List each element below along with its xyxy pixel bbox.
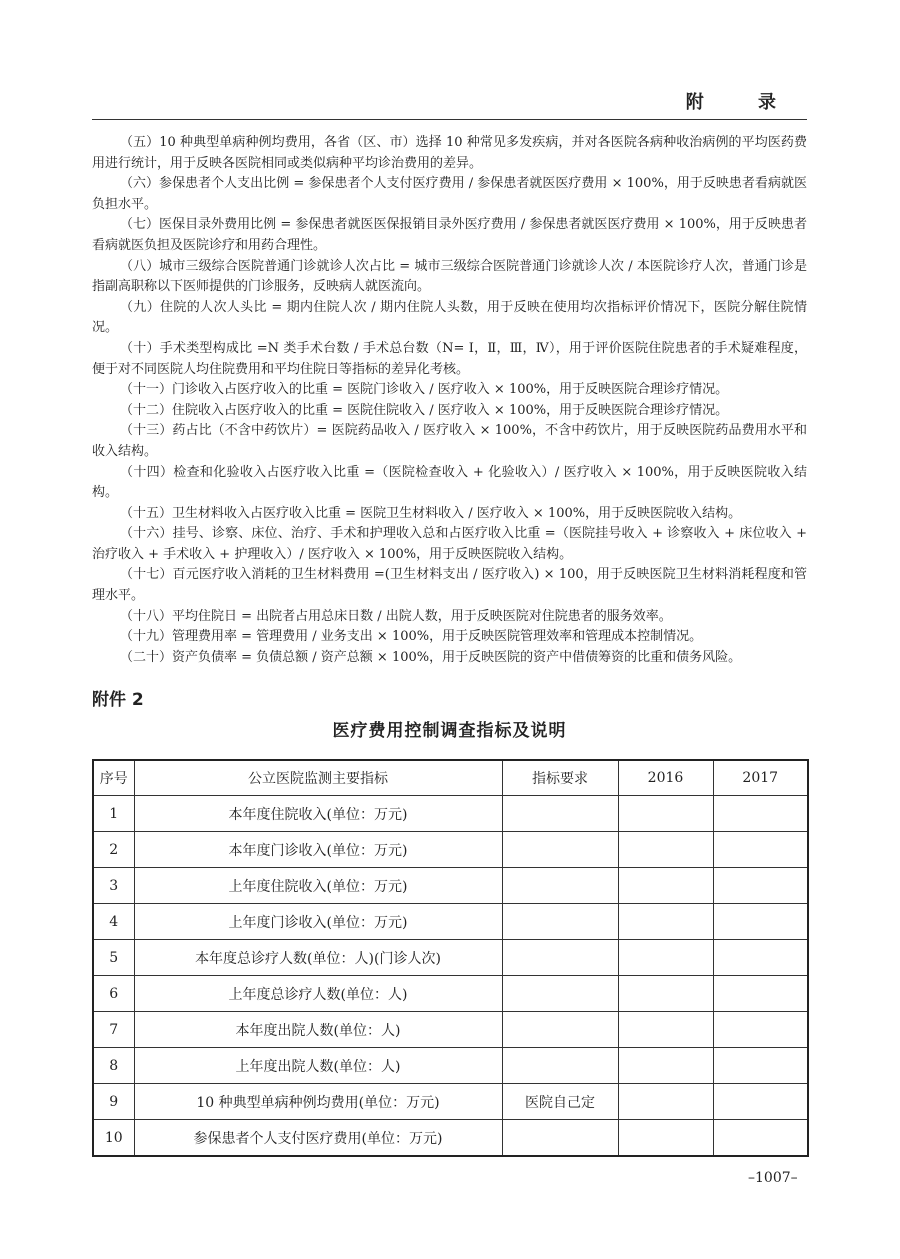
- cell-2017: [713, 904, 808, 940]
- cell-2017: [713, 976, 808, 1012]
- paragraph: （六）参保患者个人支出比例 = 参保患者个人支付医疗费用 / 参保患者就医医疗费用 × 100%，用于反映患者看病就医负担水平。: [92, 176, 807, 212]
- table-row: [93, 1120, 808, 1157]
- paragraph: （十九）管理费用率 = 管理费用 / 业务支出 × 100%，用于反映医院管理效率和管理成本控制情况。: [120, 629, 703, 645]
- paragraph: （十七）百元医疗收入消耗的卫生材料费用 =(卫生材料支出 / 医疗收入) × 100，用于反映医院卫生材料消耗程度和管理水平。: [92, 567, 807, 604]
- cell-indicator: 本年度出院人数(单位：人): [134, 1012, 502, 1048]
- cell-requirement: [502, 796, 618, 832]
- cell-2016: [618, 1120, 713, 1157]
- cell-index: 4: [93, 904, 134, 940]
- cell-2016: [618, 868, 713, 904]
- cell-2017: [713, 868, 808, 904]
- table-row: [93, 1012, 808, 1048]
- page-number: –1007–: [748, 1170, 798, 1186]
- cell-index: 6: [93, 976, 134, 1012]
- cell-requirement: [502, 832, 618, 868]
- cell-2017: [713, 1048, 808, 1084]
- cell-index: 2: [93, 832, 134, 868]
- paragraph: （十）手术类型构成比 =N 类手术台数 / 手术总台数（N= Ⅰ，Ⅱ，Ⅲ，Ⅳ），用于评价医院住院患者的手术疑难程度，便于对不同医院人均住院费用和平均住院日等指标的差异化考核。: [92, 340, 807, 377]
- cell-2016: [618, 904, 713, 940]
- cell-indicator: 参保患者个人支付医疗费用(单位：万元): [134, 1120, 502, 1157]
- cell-2017: [713, 1084, 808, 1120]
- cell-index: 8: [93, 1048, 134, 1084]
- paragraph: （十四）检查和化验收入占医疗收入比重 =（医院检查收入 + 化验收入）/ 医疗收入 × 100%，用于反映医院收入结构。: [92, 464, 807, 501]
- table-row: [93, 940, 808, 976]
- table-row: [93, 976, 808, 1012]
- paragraph: （五）10 种典型单病种例均费用，各省（区、市）选择 10 种常见多发疾病，并对各医院各病种收治病例的平均医药费用进行统计，用于反映各医院相同或类似病种平均诊治费用的差异。: [92, 135, 807, 171]
- cell-2017: [713, 832, 808, 868]
- cell-index: 5: [93, 940, 134, 976]
- paragraph: （九）住院的人次人头比 = 期内住院人次 / 期内住院人头数，用于反映在使用均次指标评价情况下，医院分解住院情况。: [92, 299, 807, 336]
- cell-requirement: [502, 976, 618, 1012]
- header-cell-index: 序号: [93, 760, 134, 796]
- table-row: [93, 832, 808, 868]
- cell-index: 1: [93, 796, 134, 832]
- cell-requirement: [502, 1120, 618, 1157]
- paragraph: （十一）门诊收入占医疗收入的比重 = 医院门诊收入 / 医疗收入 × 100%，用于反映医院合理诊疗情况。: [120, 382, 729, 398]
- cell-2017: [713, 796, 808, 832]
- cell-indicator: 上年度出院人数(单位：人): [134, 1048, 502, 1084]
- cell-indicator: 上年度门诊收入(单位：万元): [134, 904, 502, 940]
- cell-requirement: [502, 1048, 618, 1084]
- body-text: [92, 133, 807, 668]
- paragraph: （十八）平均住院日 = 出院者占用总床日数 / 出院人数，用于反映医院对住院患者的服务效率。: [120, 608, 672, 624]
- cell-indicator: 上年度总诊疗人数(单位：人): [134, 976, 502, 1012]
- cell-requirement: [502, 868, 618, 904]
- cell-indicator: 本年度总诊疗人数(单位：人)(门诊人次): [134, 940, 502, 976]
- cell-index: 10: [93, 1120, 134, 1157]
- cell-2016: [618, 1084, 713, 1120]
- cell-index: 9: [93, 1084, 134, 1120]
- cell-2017: [713, 940, 808, 976]
- paragraph: （七）医保目录外费用比例 = 参保患者就医医保报销目录外医疗费用 / 参保患者就医医疗费用 × 100%，用于反映患者看病就医负担及医院诊疗和用药合理性。: [92, 217, 807, 253]
- paragraph: （十五）卫生材料收入占医疗收入比重 = 医院卫生材料收入 / 医疗收入 × 100%，用于反映医院收入结构。: [120, 505, 742, 521]
- paragraph: （十三）药占比（不含中药饮片）= 医院药品收入 / 医疗收入 × 100%，不含中药饮片，用于反映医院药品费用水平和收入结构。: [92, 423, 807, 459]
- cell-2017: [713, 1012, 808, 1048]
- cell-indicator: 本年度住院收入(单位：万元): [134, 796, 502, 832]
- cell-2016: [618, 940, 713, 976]
- cell-requirement: 医院自己定: [502, 1084, 618, 1120]
- cell-index: 7: [93, 1012, 134, 1048]
- header-cell-indicator: 公立医院监测主要指标: [134, 760, 502, 796]
- indicator-table: [92, 759, 809, 1157]
- cell-2016: [618, 976, 713, 1012]
- paragraph: （八）城市三级综合医院普通门诊就诊人次占比 = 城市三级综合医院普通门诊就诊人次 / 本医院诊疗人次，普通门诊是指副高职称以下医师提供的门诊服务，反映病人就医流向。: [92, 258, 807, 295]
- cell-indicator: 本年度门诊收入(单位：万元): [134, 832, 502, 868]
- paragraph: （十六）挂号、诊察、床位、治疗、手术和护理收入总和占医疗收入比重 =（医院挂号收入 + 诊察收入 + 床位收入 + 治疗收入 + 手术收入 + 护理收入）/ 医疗收入 × 100%，用于反映医院收入结构。: [92, 526, 807, 562]
- cell-2016: [618, 796, 713, 832]
- cell-indicator: 10 种典型单病种例均费用(单位：万元): [134, 1084, 502, 1120]
- cell-requirement: [502, 904, 618, 940]
- header-cell-requirement: 指标要求: [502, 760, 618, 796]
- cell-2016: [618, 1048, 713, 1084]
- cell-2016: [618, 832, 713, 868]
- table-row: [93, 796, 808, 832]
- header-cell-2016: 2016: [618, 760, 713, 796]
- header-rule: [92, 119, 807, 120]
- cell-requirement: [502, 1012, 618, 1048]
- attachment-label: 附件 2: [92, 690, 144, 710]
- paragraph: （十二）住院收入占医疗收入的比重 = 医院住院收入 / 医疗收入 × 100%，用于反映医院合理诊疗情况。: [120, 402, 729, 418]
- table-row: [93, 868, 808, 904]
- cell-indicator: 上年度住院收入(单位：万元): [134, 868, 502, 904]
- cell-2016: [618, 1012, 713, 1048]
- table-row: [93, 1084, 808, 1120]
- cell-2017: [713, 1120, 808, 1157]
- cell-requirement: [502, 940, 618, 976]
- header-cell-2017: 2017: [713, 760, 808, 796]
- cell-index: 3: [93, 868, 134, 904]
- running-header: 附 录: [685, 92, 800, 113]
- paragraph: （二十）资产负债率 = 负债总额 / 资产总额 × 100%，用于反映医院的资产中借债筹资的比重和债务风险。: [120, 649, 742, 665]
- table-title: 医疗费用控制调查指标及说明: [332, 721, 567, 741]
- table-row: [93, 904, 808, 940]
- table-row: [93, 1048, 808, 1084]
- table-header-row: [93, 760, 808, 796]
